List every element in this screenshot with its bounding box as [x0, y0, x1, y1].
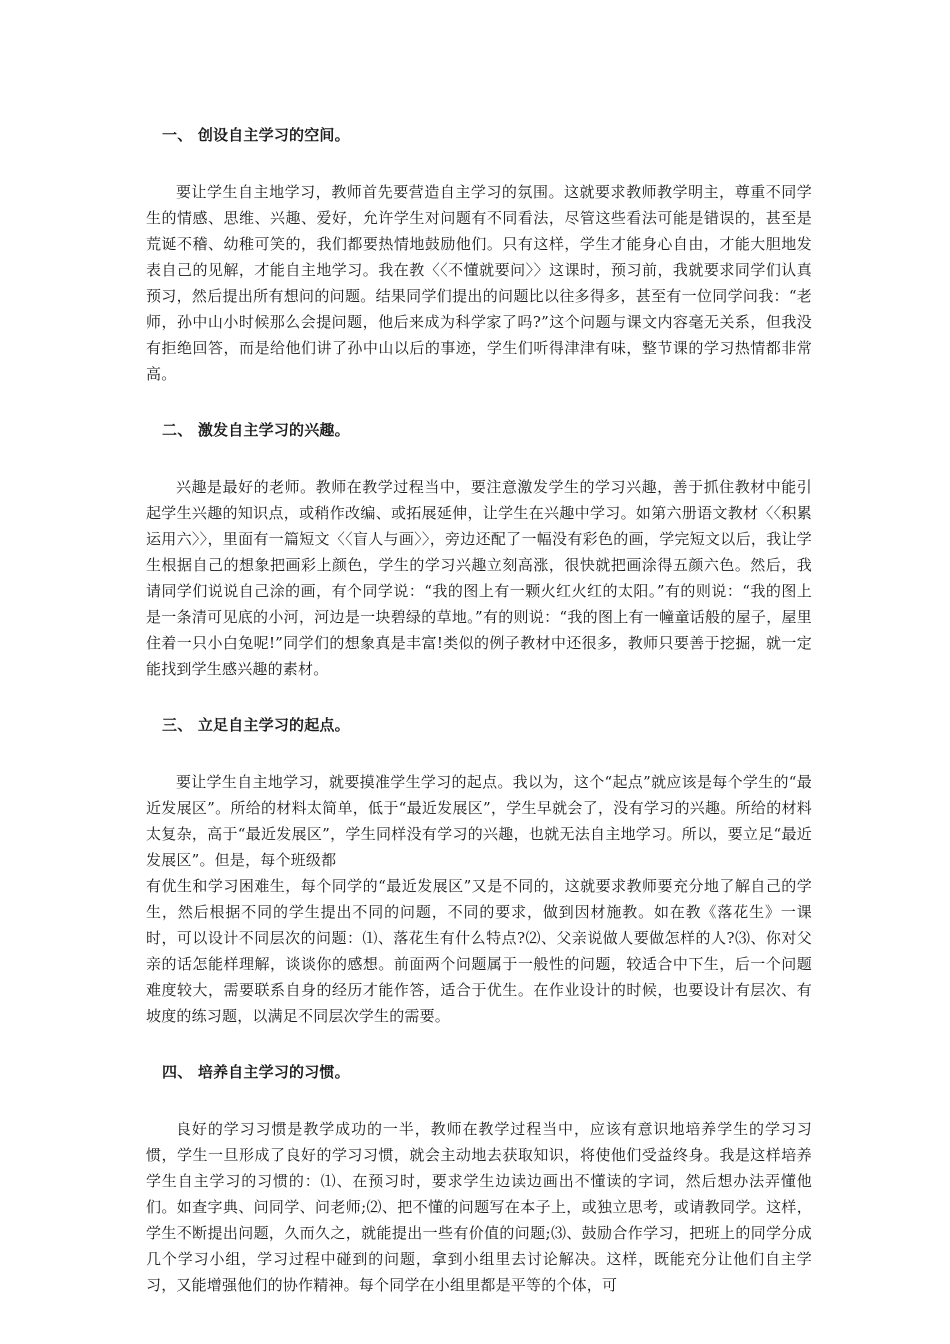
spacer	[146, 1086, 812, 1116]
section-4-paragraph: 良好的学习习惯是教学成功的一半，教师在教学过程当中，应该有意识地培养学生的学习习惯，学生一旦形成了良好的学习习惯，就会主动地去获取知识，将使他们受益终身。我是这样培养学生自主学习的习惯的：⑴、在预习时，要求学生边读边画出不懂读的字词，然后想办法弄懂他们。如查字典、问同学、问老师;⑵、把不懂的问题写在本子上，或独立思考，或请教同学。这样，学生不断提出问题，久而久之，就能提出一些有价值的问题;⑶、鼓励合作学习，把班上的同学分成几个学习小组，学习过程中碰到的问题，拿到小组里去讨论解决。这样，既能充分让他们自主学习，又能增强他们的协作精神。每个同学在小组里都是平等的个体，可	[146, 1120, 812, 1294]
section-1-paragraph: 要让学生自主地学习，教师首先要营造自主学习的氛围。这就要求教师教学明主，尊重不同学生的情感、思维、兴趣、爱好，允许学生对问题有不同看法，尽管这些看法可能是错误的，甚至是荒诞不稽、幼稚可笑的，我们都要热情地鼓励他们。只有这样，学生才能身心自由，才能大胆地发表自己的见解，才能自主地学习。我在教〈〈不懂就要问〉〉这课时，预习前，我就要求同学们认真预习，然后提出所有想问的问题。结果同学们提出的问题比以往多得多，甚至有一位同学问我：“老师，孙中山小时候那么会提问题，他后来成为科学家了吗?”这个问题与课文内容毫无关系，但我没有拒绝回答，而是给他们讲了孙中山以后的事迹，学生们听得津津有味，整节课的学习热情都非常高。	[146, 183, 812, 383]
document-page	[146, 122, 812, 1298]
section-heading-1: 一、 创设自主学习的空间。	[162, 126, 350, 144]
section-heading-2: 二、 激发自主学习的兴趣。	[162, 421, 350, 439]
spacer	[146, 1029, 812, 1059]
spacer	[146, 739, 812, 769]
section-3-paragraph-2: 有优生和学习困难生，每个同学的“最近发展区”又是不同的，这就要求教师要充分地了解自己的学生，然后根据不同的学生提出不同的问题，不同的要求，做到因材施教。如在教《落花生》一课时，可以设计不同层次的问题：⑴、落花生有什么特点?⑵、父亲说做人要做怎样的人?⑶、你对父亲的话怎能样理解，谈谈你的感想。前面两个问题属于一般性的问题，较适合中下生，后一个问题难度较大，需要联系自身的经历才能作答，适合于优生。在作业设计的时候，也要设计有层次、有坡度的练习题，以满足不同层次学生的需要。	[146, 877, 812, 1025]
section-heading-4: 四、 培养自主学习的习惯。	[162, 1063, 350, 1081]
spacer	[146, 149, 812, 179]
spacer	[146, 682, 812, 712]
spacer	[146, 387, 812, 417]
section-3-paragraph-1: 要让学生自主地学习，就要摸准学生学习的起点。我以为，这个“起点”就应该是每个学生的“最近发展区”。所给的材料太简单，低于“最近发展区”，学生早就会了，没有学习的兴趣。所给的材料太复杂，高于“最近发展区”，学生同样没有学习的兴趣，也就无法自主地学习。所以，要立足“最近发展区”。但是，每个班级都	[146, 773, 812, 869]
spacer	[146, 444, 812, 474]
section-heading-3: 三、 立足自主学习的起点。	[162, 716, 350, 734]
section-2-paragraph: 兴趣是最好的老师。教师在教学过程当中，要注意激发学生的学习兴趣，善于抓住教材中能引起学生兴趣的知识点，或稍作改编、或拓展延伸，让学生在兴趣中学习。如第六册语文教材〈〈积累运用六〉〉，里面有一篇短文〈〈盲人与画〉〉，旁边还配了一幅没有彩色的画，学完短文以后，我让学生根据自己的想象把画彩上颜色，学生的学习兴趣立刻高涨，很快就把画涂得五颜六色。然后，我请同学们说说自己涂的画，有个同学说：“我的图上有一颗火红火红的太阳。”有的则说：“我的图上是一条清可见底的小河，河边是一块碧绿的草地。”有的则说：“我的图上有一幢童话般的屋子，屋里住着一只小白兔呢!”同学们的想象真是丰富!类似的例子教材中还很多，教师只要善于挖掘，就一定能找到学生感兴趣的素材。	[146, 478, 812, 678]
